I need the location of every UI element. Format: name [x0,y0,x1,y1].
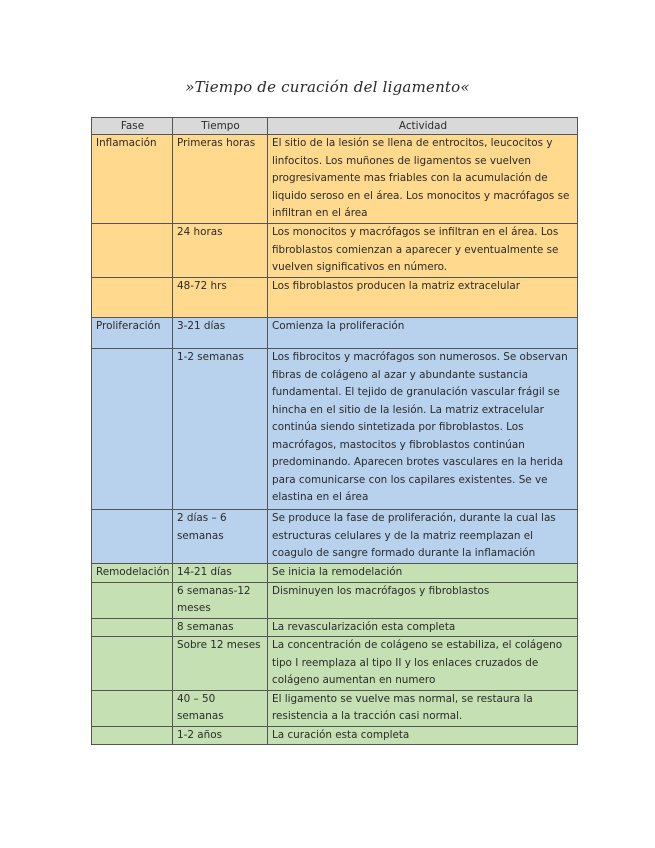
activity-cell: Disminuyen los macrófagos y fibroblastos [268,582,578,618]
activity-cell: El ligamento se vuelve mas normal, se restaura la resistencia a la tracción casi normal. [268,690,578,726]
activity-cell: La curación esta completa [268,726,578,745]
activity-cell: El sitio de la lesión se llena de entrocitos, leucocitos y linfocitos. Los muñones de ligamentos se vuelven progresivamente mas friables con la acumulación de liquido seroso en el área. Los monocitos y macrófagos se infiltran en el área [268,135,578,224]
activity-cell: Se produce la fase de proliferación, durante la cual las estructuras celulares y de la matriz reemplazan el coagulo de sangre formado durante la inflamación [268,510,578,564]
time-cell: Primeras horas [173,135,268,224]
phase-continuation [92,224,173,278]
phase-label-inflamacion: Inflamación [92,135,173,224]
activity-cell: La concentración de colágeno se estabiliza, el colágeno tipo I reemplaza al tipo II y los enlaces cruzados de colágeno aumentan en numero [268,637,578,691]
table-row [92,349,578,510]
header-fase: Fase [92,118,173,135]
phase-label-remodelacion: Remodelación [92,564,173,583]
activity-cell: Comienza la proliferación [268,318,578,349]
phase-continuation [92,582,173,618]
phase-continuation [92,349,173,510]
table-row [92,224,578,278]
table-row [92,690,578,726]
table-row [92,318,578,349]
phase-continuation [92,726,173,745]
table-row [92,582,578,618]
table-row [92,510,578,564]
table-row [92,135,578,224]
header-tiempo: Tiempo [173,118,268,135]
activity-cell: La revascularización esta completa [268,618,578,637]
phase-continuation [92,278,173,318]
time-cell: 8 semanas [173,618,268,637]
table-row [92,278,578,318]
time-cell: 14-21 días [173,564,268,583]
phase-continuation [92,637,173,691]
phase-continuation [92,510,173,564]
document-title: »Tiempo de curación del ligamento« [185,78,470,96]
phase-continuation [92,618,173,637]
time-cell: 40 – 50 semanas [173,690,268,726]
table-header-row [92,118,578,135]
time-cell: 1-2 años [173,726,268,745]
time-cell: 24 horas [173,224,268,278]
phase-continuation [92,690,173,726]
time-cell: 2 días – 6 semanas [173,510,268,564]
table-row [92,564,578,583]
activity-cell: Los monocitos y macrófagos se infiltran en el área. Los fibroblastos comienzan a aparecer y eventualmente se vuelven significativos en número. [268,224,578,278]
phase-label-proliferacion: Proliferación [92,318,173,349]
table-row [92,618,578,637]
time-cell: 6 semanas-12 meses [173,582,268,618]
time-cell: 1-2 semanas [173,349,268,510]
healing-table [91,117,578,745]
time-cell: 48-72 hrs [173,278,268,318]
activity-cell: Los fibroblastos producen la matriz extracelular [268,278,578,318]
time-cell: 3-21 días [173,318,268,349]
activity-cell: Se inicia la remodelación [268,564,578,583]
header-actividad: Actividad [268,118,578,135]
table-row [92,637,578,691]
table-row [92,726,578,745]
time-cell: Sobre 12 meses [173,637,268,691]
activity-cell: Los fibrocitos y macrófagos son numerosos. Se observan fibras de colágeno al azar y abundante sustancia fundamental. El tejido de granulación vascular frágil se hincha en el sitio de la lesión. La matriz extracelular continúa siendo sintetizada por fibroblastos. Los macrófagos, mastocitos y fibroblastos continúan predominando. Aparecen brotes vasculares en la herida para comunicarse con los capilares existentes. Se ve elastina en el área [268,349,578,510]
